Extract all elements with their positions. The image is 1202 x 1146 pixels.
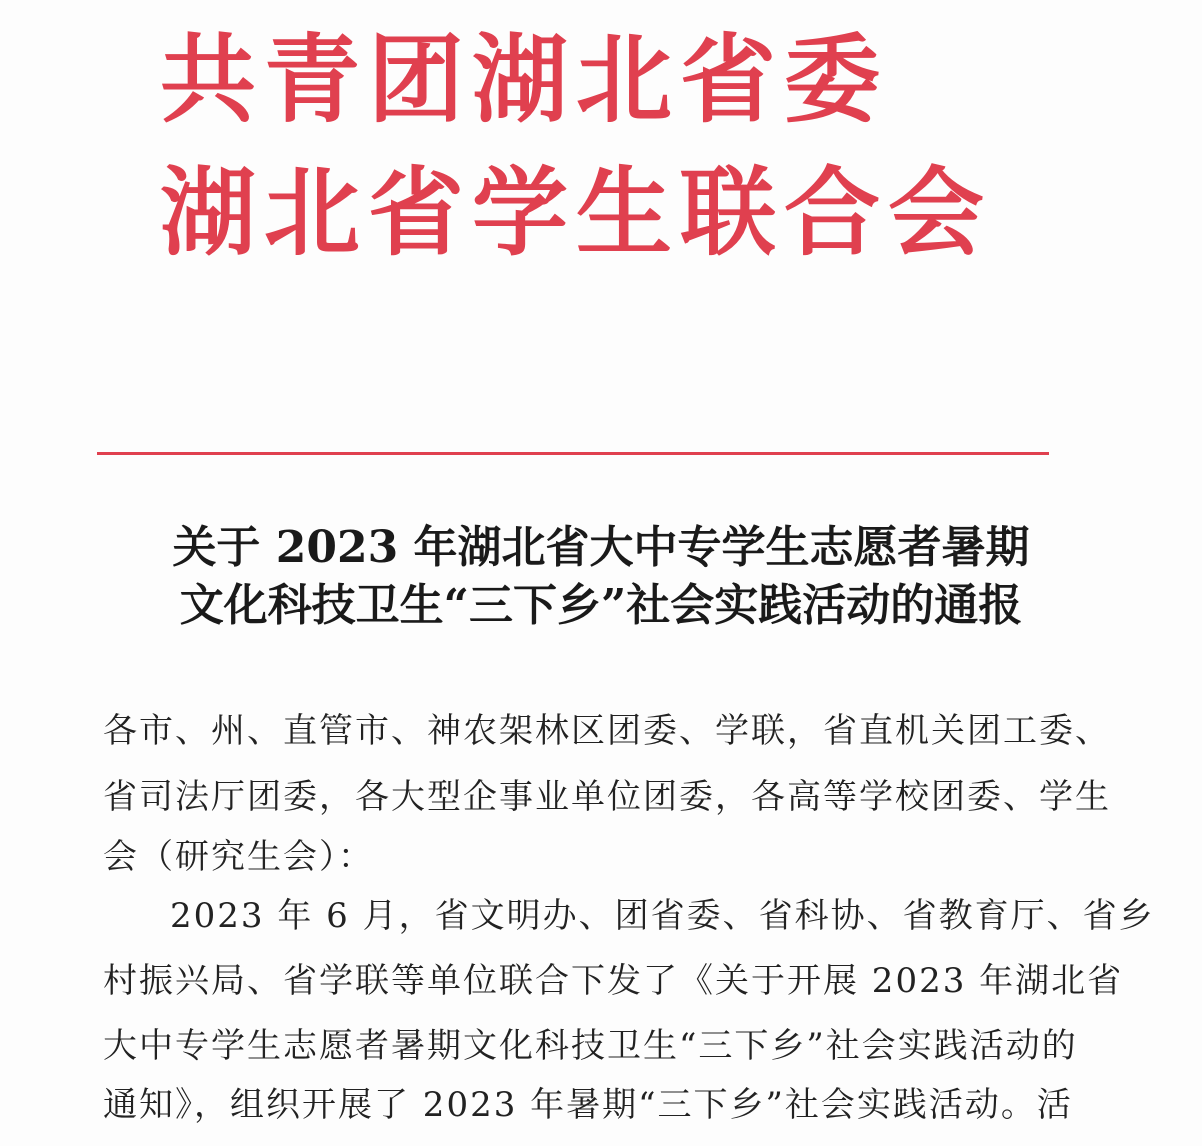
issuing-org-line-1: 共青团湖北省委 [160,23,888,136]
document-title-line-1: 关于 2023 年湖北省大中专学生志愿者暑期 [172,522,1030,573]
body-paragraph-line: 大中专学生志愿者暑期文化科技卫生“三下乡”社会实践活动的 [103,1026,1078,1066]
red-header-rule [97,452,1049,455]
addressee-line: 各市、州、直管市、神农架林区团委、学联，省直机关团工委、 [103,711,1111,751]
addressee-line: 会（研究生会）： [103,837,374,877]
body-paragraph-line: 通知》，组织开展了 2023 年暑期“三下乡”社会实践活动。活 [103,1085,1073,1125]
document-title-line-2: 文化科技卫生“三下乡”社会实践活动的通报 [179,580,1023,631]
body-paragraph-line: 2023 年 6 月，省文明办、团省委、省科协、省教育厅、省乡 [170,896,1155,936]
body-paragraph-line: 村振兴局、省学联等单位联合下发了《关于开展 2023 年湖北省 [103,961,1124,1001]
addressee-line: 省司法厅团委，各大型企事业单位团委，各高等学校团委、学生 [103,777,1111,817]
issuing-org-line-2: 湖北省学生联合会 [160,156,992,269]
